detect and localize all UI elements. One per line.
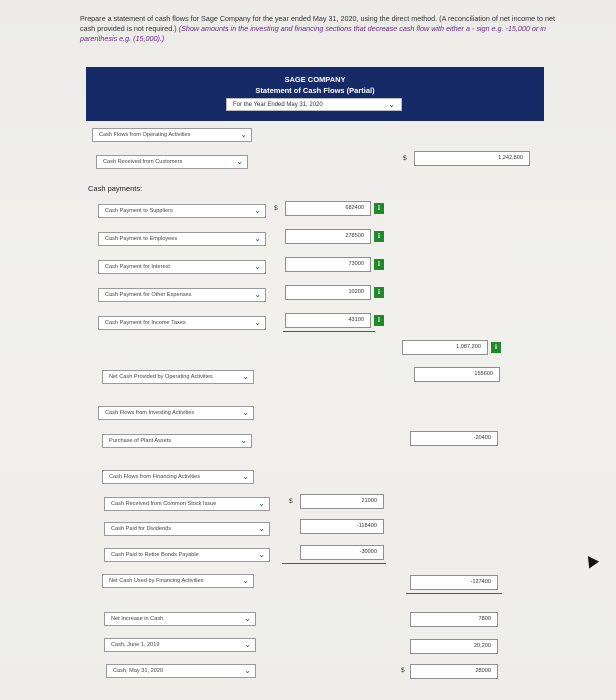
cash-begin-input[interactable]: 20,200 — [410, 639, 498, 654]
financing-item-label: Cash Paid for Dividends — [111, 526, 172, 532]
period-label: For the Year Ended May 31, 2020 — [233, 102, 323, 108]
purchase-plant-input[interactable]: -20400 — [410, 431, 498, 446]
payment-input-interest[interactable]: 73000 — [285, 257, 371, 272]
chevron-down-icon: ⌄ — [254, 262, 261, 271]
subtotal-rule — [282, 563, 386, 564]
info-icon[interactable]: i — [374, 203, 384, 214]
chevron-down-icon: ⌄ — [258, 499, 265, 508]
payment-select-other-expenses[interactable] — [98, 288, 266, 302]
cash-received-select[interactable] — [96, 155, 248, 169]
total-payments-input[interactable]: 1,087,200 — [402, 340, 488, 355]
investing-section-label: Cash Flows from Investing Activities — [105, 410, 195, 416]
mouse-cursor-icon — [583, 553, 599, 569]
dollar-sign: $ — [289, 498, 293, 505]
chevron-down-icon: ⌄ — [244, 614, 251, 623]
purchase-plant-label: Purchase of Plant Assets — [109, 438, 172, 444]
statement-header — [86, 67, 544, 121]
chevron-down-icon: ⌄ — [242, 472, 249, 481]
payment-select-interest[interactable] — [98, 260, 266, 274]
dollar-sign: $ — [401, 667, 405, 674]
chevron-down-icon: ⌄ — [244, 640, 251, 649]
instructions-emphasis: (Show amounts in the investing and financing sections that decrease cash flow with either a - sign e.g. -15,000 or in parenthesis e.g. (15,000).) — [80, 24, 546, 43]
chevron-down-icon: ⌄ — [244, 666, 251, 675]
operating-section-select[interactable] — [92, 128, 252, 142]
payment-label: Cash Payment for Income Taxes — [105, 320, 186, 326]
financing-select-dividends[interactable] — [104, 522, 270, 536]
payment-label: Cash Payment for Other Expenses — [105, 292, 192, 298]
subtotal-rule — [283, 331, 375, 332]
financing-input-stock-issue[interactable]: 21000 — [300, 494, 384, 509]
chevron-down-icon: ⌄ — [388, 100, 395, 109]
instructions-main: Prepare a statement of cash flows for Sage Company for the year ended May 31, 2020, using the direct method. (A reconciliation of net income to net cash provided is not required.) — [80, 14, 556, 33]
payment-select-suppliers[interactable] — [98, 204, 266, 218]
company-name: SAGE COMPANY — [284, 75, 346, 84]
financing-input-dividends[interactable]: -118400 — [300, 519, 384, 534]
chevron-down-icon: ⌄ — [254, 290, 261, 299]
cash-begin-select[interactable] — [104, 638, 256, 652]
net-financing-select[interactable] — [102, 574, 254, 588]
cash-begin-label: Cash, June 1, 2019 — [111, 642, 160, 648]
cash-payments-heading: Cash payments: — [88, 184, 143, 193]
chevron-down-icon: ⌄ — [240, 130, 247, 139]
cash-received-input[interactable]: 1,242,800 — [414, 151, 530, 166]
dollar-sign: $ — [274, 205, 278, 212]
operating-section-label: Cash Flows from Operating Activities — [99, 132, 191, 138]
purchase-plant-select[interactable] — [102, 434, 252, 448]
cash-end-label: Cash, May 31, 2020 — [113, 668, 164, 674]
payment-select-income-taxes[interactable] — [98, 316, 266, 330]
payment-input-employees[interactable]: 278500 — [285, 229, 371, 244]
payment-label: Cash Payment to Employees — [105, 236, 178, 242]
financing-item-label: Cash Received from Common Stock Issue — [111, 501, 217, 507]
net-increase-input[interactable]: 7800 — [410, 612, 498, 627]
chevron-down-icon: ⌄ — [258, 524, 265, 533]
chevron-down-icon: ⌄ — [236, 157, 243, 166]
net-operating-select[interactable] — [102, 370, 254, 384]
financing-select-stock-issue[interactable] — [104, 497, 270, 511]
payment-input-income-taxes[interactable]: 43100 — [285, 313, 371, 328]
net-financing-label: Net Cash Used by Financing Activities — [109, 578, 204, 584]
payment-label: Cash Payment for Interest — [105, 264, 170, 270]
info-icon[interactable]: i — [374, 231, 384, 242]
chevron-down-icon: ⌄ — [240, 436, 247, 445]
cash-end-input[interactable]: 28000 — [410, 664, 498, 679]
net-increase-select[interactable] — [104, 612, 256, 626]
investing-section-select[interactable] — [98, 406, 254, 420]
chevron-down-icon: ⌄ — [242, 576, 249, 585]
financing-section-select[interactable] — [102, 470, 254, 484]
financing-item-label: Cash Paid to Retire Bonds Payable — [111, 552, 199, 558]
dollar-sign: $ — [403, 155, 407, 162]
financing-select-retire-bonds[interactable] — [104, 548, 270, 562]
instructions — [80, 14, 560, 44]
cash-end-select[interactable] — [106, 664, 256, 678]
payment-input-suppliers[interactable]: 682400 — [285, 201, 371, 216]
net-operating-label: Net Cash Provided by Operating Activities — [109, 374, 213, 380]
payment-select-employees[interactable] — [98, 232, 266, 246]
info-icon[interactable]: i — [491, 342, 501, 353]
chevron-down-icon: ⌄ — [242, 408, 249, 417]
info-icon[interactable]: i — [374, 315, 384, 326]
chevron-down-icon: ⌄ — [254, 206, 261, 215]
financing-section-label: Cash Flows from Financing Activities — [109, 474, 201, 480]
chevron-down-icon: ⌄ — [258, 550, 265, 559]
chevron-down-icon: ⌄ — [242, 372, 249, 381]
subtotal-rule — [406, 593, 502, 594]
net-increase-label: Net Increase in Cash — [111, 616, 164, 622]
net-financing-input[interactable]: -127400 — [410, 575, 498, 590]
cash-received-label: Cash Received from Customers — [103, 159, 183, 165]
chevron-down-icon: ⌄ — [254, 318, 261, 327]
period-select[interactable] — [226, 98, 402, 111]
info-icon[interactable]: i — [374, 287, 384, 298]
info-icon[interactable]: i — [374, 259, 384, 270]
payment-label: Cash Payment to Suppliers — [105, 208, 173, 214]
chevron-down-icon: ⌄ — [254, 234, 261, 243]
payment-input-other-expenses[interactable]: 10200 — [285, 285, 371, 300]
net-operating-input[interactable]: 155600 — [414, 367, 500, 382]
statement-title: Statement of Cash Flows (Partial) — [255, 86, 375, 95]
financing-input-retire-bonds[interactable]: -30000 — [300, 545, 384, 560]
